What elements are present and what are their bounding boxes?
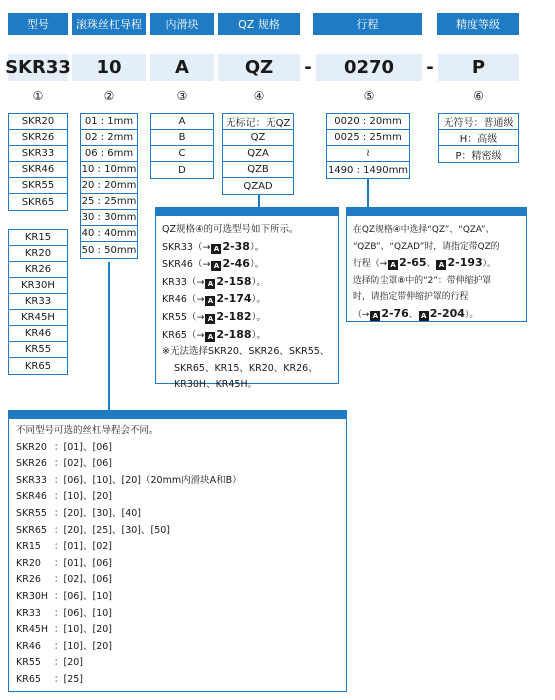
stroke-note-line: “QZB”、“QZAD”时，请指定带QZ的: [353, 241, 500, 252]
note-header-bar: [156, 208, 338, 216]
stroke-note-box: [346, 207, 527, 322]
qz-note-box: [155, 207, 339, 391]
slider-cell: B: [151, 130, 213, 146]
catalog-badge-icon: A: [205, 296, 215, 306]
code-qz: QZ: [218, 54, 300, 81]
catalog-badge-icon: A: [211, 244, 221, 254]
catalog-badge-icon: A: [211, 261, 221, 271]
stroke-cell: 1490 : 1490mm: [327, 164, 409, 176]
qz-cell: QZB: [223, 162, 293, 178]
note-header-bar: [9, 411, 346, 419]
qz-note-row: KR33（→ A 2-158）。: [162, 274, 266, 288]
stroke-note-line: 选择防尘罩⑧中的“2”：带伸缩护罩: [353, 275, 492, 286]
model-cell: KR26: [9, 262, 67, 278]
model-table-skr: [8, 113, 68, 211]
lead-cell: 25 : 25mm: [81, 194, 137, 210]
lead-cell: 06 : 6mm: [81, 146, 137, 162]
lead-cell: 02 : 2mm: [81, 130, 137, 146]
model-cell: SKR65: [21, 196, 55, 208]
qz-note-row: KR46（→ A 2-174）。: [162, 292, 266, 306]
qz-note-exclusion: KR30H、KR45H。: [174, 379, 258, 391]
stroke-cell: 0020 : 20mm: [327, 114, 409, 130]
code-model: SKR33: [8, 54, 68, 81]
lead-note-row: KR55 ：[20]: [16, 657, 84, 669]
code-slider: A: [150, 54, 214, 81]
catalog-badge-icon: A: [419, 311, 429, 321]
lead-note-content: [9, 419, 346, 689]
qz-note-row: KR55（→ A 2-182）。: [162, 309, 266, 323]
circled-number: ⑤: [363, 89, 375, 103]
lead-note-row: SKR46 ：[10]、[20]: [16, 491, 113, 503]
qz-cell: QZA: [223, 146, 293, 162]
circled-number: ①: [32, 89, 44, 103]
slider-table: [150, 113, 214, 179]
catalog-badge-icon: A: [436, 260, 446, 270]
qz-note-row: KR65（→ A 2-188）。: [162, 327, 266, 341]
model-cell: SKR46: [9, 162, 67, 178]
connector-line: [258, 195, 260, 207]
precision-cell: H：高级: [439, 130, 518, 146]
lead-note-row: KR46 ：[10]、[20]: [16, 640, 113, 652]
qz-note-intro: QZ规格④的可选型号如下所示。: [162, 224, 299, 235]
lead-note-row: SKR26 ：[02]、[06]: [16, 458, 113, 470]
lead-note-row: KR20 ：[01]、[06]: [16, 557, 113, 569]
header-stroke: 行程: [313, 13, 422, 35]
qz-note-row: SKR33（→ A 2-38）。: [162, 239, 265, 253]
lead-cell: 10 : 10mm: [81, 162, 137, 178]
lead-note-intro: 不同型号可选的丝杠导程会不同。: [16, 425, 159, 436]
stroke-table: [326, 113, 410, 179]
lead-note-row: KR30H ：[06]、[10]: [16, 590, 113, 602]
stroke-cell: ≀: [327, 146, 409, 162]
qz-note-row: SKR46（→ A 2-46）。: [162, 257, 265, 271]
qz-note-content: [156, 216, 338, 394]
catalog-badge-icon: A: [370, 311, 380, 321]
lead-cell: 01 : 1mm: [81, 114, 137, 130]
catalog-badge-icon: A: [205, 279, 215, 289]
lead-note-row: SKR20 ：[01]、[06]: [16, 441, 113, 453]
precision-cell: P：精密级: [455, 150, 502, 162]
catalog-badge-icon: A: [205, 332, 215, 342]
lead-note-row: KR45H ：[10]、[20]: [16, 624, 113, 636]
lead-cell: 20 : 20mm: [81, 178, 137, 194]
qz-note-exclusion: ※无法选择SKR20、SKR26、SKR55、: [162, 346, 330, 358]
stroke-note-line: 在QZ规格④中选择“QZ”、“QZA”、: [353, 225, 495, 235]
qz-cell: 无标记：无QZ: [223, 114, 293, 130]
model-cell: KR46: [9, 326, 67, 342]
code-precision: P: [438, 54, 519, 81]
lead-note-row: KR15 ：[01]、[02]: [16, 541, 113, 553]
code-dash: -: [426, 57, 434, 78]
model-cell: KR30H: [9, 278, 67, 294]
circled-number: ②: [103, 89, 115, 103]
lead-note-row: KR26 ：[02]、[06]: [16, 574, 113, 586]
precision-table: [438, 113, 519, 163]
header-inner-slider: 内滑块: [150, 13, 214, 35]
stroke-note-content: [347, 216, 526, 324]
stroke-cell: 0025 : 25mm: [327, 130, 409, 146]
model-cell: SKR20: [9, 114, 67, 130]
lead-cell: 50 : 50mm: [81, 244, 137, 256]
lead-note-row: KR33 ：[06]、[10]: [16, 607, 113, 619]
stroke-note-line: 行程（→ A 2-65、 A 2-193）。: [353, 256, 496, 270]
qz-table: [222, 113, 294, 195]
lead-note-row: SKR33 ：[06]、[10]、[20]（20mm内滑块A和B）: [16, 474, 242, 486]
model-cell: SKR33: [9, 146, 67, 162]
header-ball-screw-lead: 滚珠丝杠导程: [72, 13, 146, 35]
lead-note-row: SKR65 ：[20]、[25]、[30]、[50]: [16, 524, 171, 536]
circled-number: ④: [253, 89, 265, 103]
model-cell: KR65: [24, 360, 52, 372]
lead-note-row: SKR55 ：[20]、[30]、[40]: [16, 507, 142, 519]
model-cell: KR20: [9, 246, 67, 262]
connector-line: [108, 262, 110, 410]
model-cell: SKR55: [9, 178, 67, 194]
catalog-badge-icon: A: [205, 314, 215, 324]
slider-cell: A: [151, 114, 213, 130]
circled-number: ③: [176, 89, 188, 103]
lead-table: [80, 113, 138, 259]
lead-note-box: [8, 410, 347, 692]
lead-cell: 40 : 40mm: [81, 226, 137, 242]
model-cell: SKR26: [9, 130, 67, 146]
slider-cell: C: [151, 146, 213, 162]
connector-line: [367, 179, 369, 207]
qz-cell: QZ: [223, 130, 293, 146]
code-stroke: 0270: [316, 54, 422, 81]
lead-cell: 30 : 30mm: [81, 210, 137, 226]
code-dash: -: [304, 57, 312, 78]
header-precision: 精度等级: [437, 13, 519, 35]
model-cell: KR55: [9, 342, 67, 358]
precision-cell: 无符号：普通级: [439, 114, 518, 130]
model-cell: KR15: [9, 230, 67, 246]
header-qz-spec: QZ 规格: [218, 13, 300, 35]
model-cell: KR33: [9, 294, 67, 310]
qz-note-exclusion: SKR65、KR15、KR20、KR26、: [174, 362, 318, 374]
header-model: 型号: [8, 13, 68, 35]
code-lead: 10: [72, 54, 146, 81]
model-table-kr: [8, 229, 68, 375]
stroke-note-line: （→ A 2-76、 A 2-204）。: [353, 306, 479, 320]
lead-note-row: KR65 ：[25]: [16, 673, 84, 685]
slider-cell: D: [178, 164, 186, 176]
qz-cell: QZAD: [243, 180, 273, 192]
stroke-note-line: 时，请指定带伸缩护罩的行程: [353, 292, 469, 303]
circled-number: ⑥: [473, 89, 484, 103]
catalog-badge-icon: A: [388, 260, 398, 270]
note-header-bar: [347, 208, 526, 216]
model-cell: KR45H: [9, 310, 67, 326]
